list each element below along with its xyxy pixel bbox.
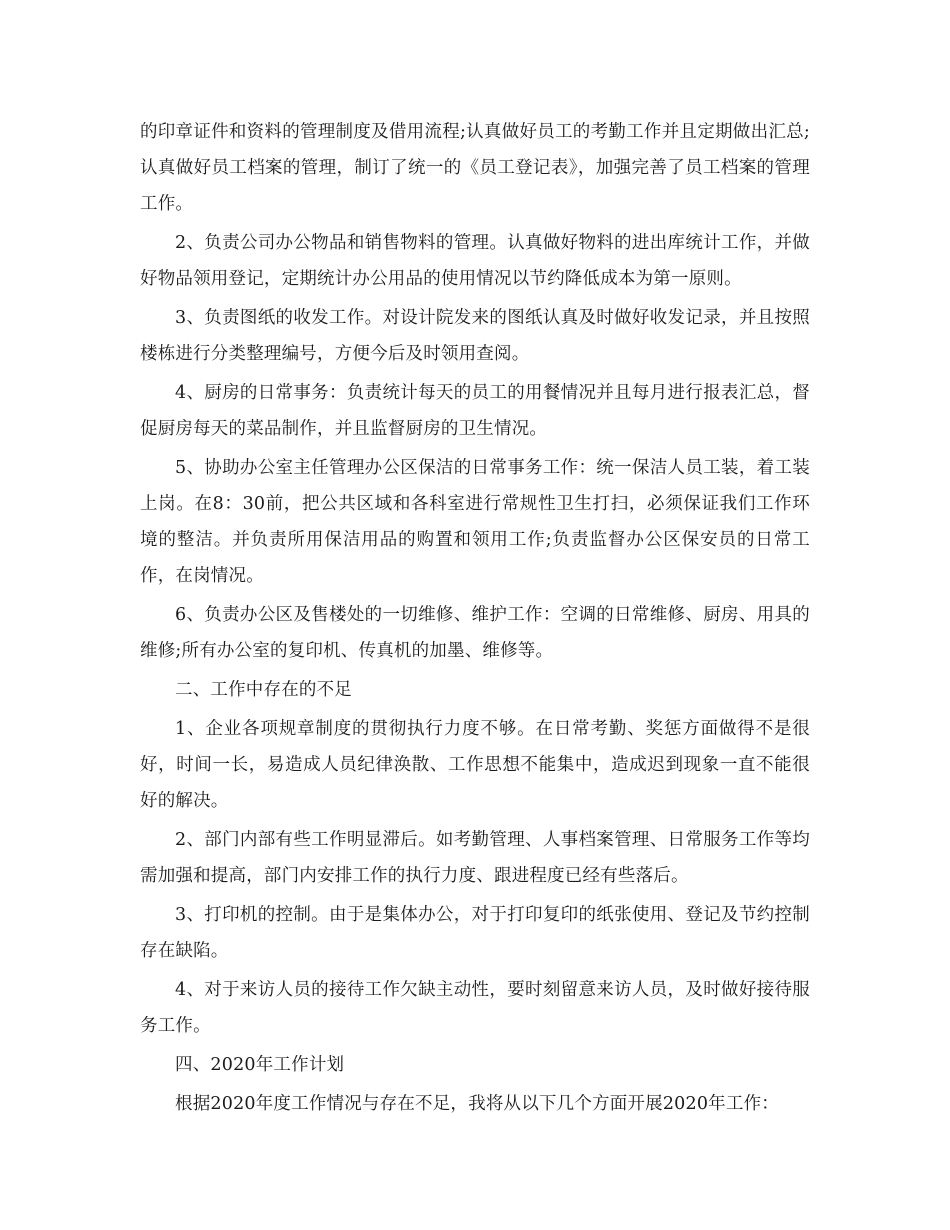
paragraph-item-5: 5、协助办公室主任管理办公区保洁的日常事务工作：统一保洁人员工装，着工装上岗。在8：30前，把公共区域和各科室进行常规性卫生打扫，必须保证我们工作环境的整洁。并负责所用保洁用品的购置和领用工作;负责监督办公区保安员的日常工作，在岗情况。 [140, 458, 810, 586]
document-body [140, 114, 810, 1122]
shortcoming-item-3: 3、打印机的控制。由于是集体办公，对于打印复印的纸张使用、登记及节约控制存在缺陷。 [140, 905, 810, 961]
paragraph-item-6: 6、负责办公区及售楼处的一切维修、维护工作：空调的日常维修、厨房、用具的维修;所有办公室的复印机、传真机的加墨、维修等。 [140, 605, 810, 661]
paragraph-item-3: 3、负责图纸的收发工作。对设计院发来的图纸认真及时做好收发记录，并且按照楼栋进行分类整理编号，方便今后及时领用查阅。 [140, 308, 810, 364]
shortcoming-item-2: 2、部门内部有些工作明显滞后。如考勤管理、人事档案管理、日常服务工作等均需加强和提高，部门内安排工作的执行力度、跟进程度已经有些落后。 [140, 830, 810, 886]
plan-intro: 根据2020年度工作情况与存在不足，我将从以下几个方面开展2020年工作： [175, 1094, 779, 1114]
paragraph-item-2: 2、负责公司办公物品和销售物料的管理。认真做好物料的进出库统计工作，并做好物品领用登记，定期统计办公用品的使用情况以节约降低成本为第一原则。 [140, 233, 810, 289]
paragraph-item-4: 4、厨房的日常事务：负责统计每天的员工的用餐情况并且每月进行报表汇总，督促厨房每天的菜品制作，并且监督厨房的卫生情况。 [140, 383, 810, 439]
shortcoming-item-1: 1、企业各项规章制度的贯彻执行力度不够。在日常考勤、奖惩方面做得不是很好，时间一长，易造成人员纪律涣散、工作思想不能集中，造成迟到现象一直不能很好的解决。 [140, 719, 810, 811]
shortcoming-item-4: 4、对于来访人员的接待工作欠缺主动性，要时刻留意来访人员，及时做好接待服务工作。 [140, 980, 810, 1036]
section-heading-shortcomings: 二、工作中存在的不足 [175, 680, 352, 700]
section-heading-plan: 四、2020年工作计划 [175, 1055, 345, 1075]
paragraph-continuation: 的印章证件和资料的管理制度及借用流程;认真做好员工的考勤工作并且定期做出汇总;认真做好员工档案的管理，制订了统一的《员工登记表》，加强完善了员工档案的管理工作。 [140, 122, 810, 214]
